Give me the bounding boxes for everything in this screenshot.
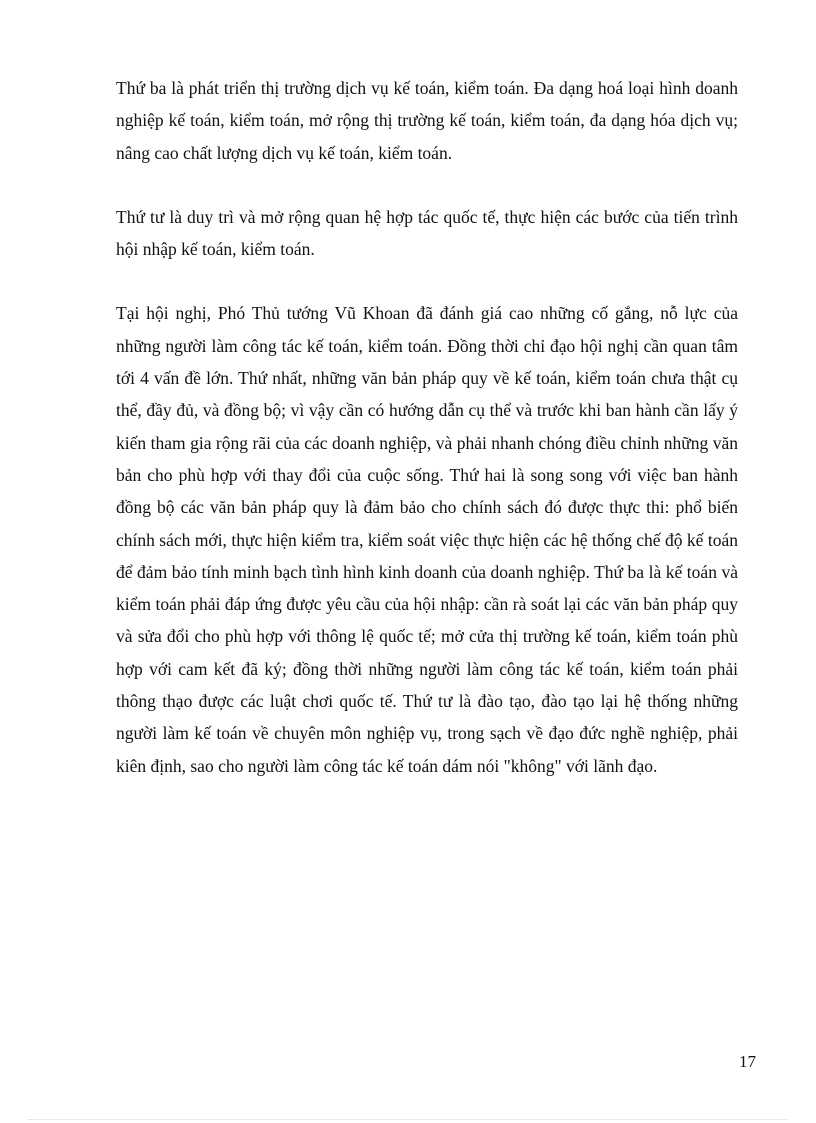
paragraph-conference-remarks: Tại hội nghị, Phó Thủ tướng Vũ Khoan đã đánh giá cao những cố gắng, nỗ lực của những người làm công tác kế toán, kiểm toán. Đồng thời chỉ đạo hội nghị cần quan tâm tới 4 vấn đề lớn. Thứ nhất, những văn bản pháp quy về kế toán, kiểm toán chưa thật cụ thể, đầy đủ, và đồng bộ; vì vậy cần có hướng dẫn cụ thể và trước khi ban hành cần lấy ý kiến tham gia rộng rãi của các doanh nghiệp, và phải nhanh chóng điều chỉnh những văn bản cho phù hợp với thay đổi của cuộc sống. Thứ hai là song song với việc ban hành đồng bộ các văn bản pháp quy là đảm bảo cho chính sách đó được thực thi: phổ biến chính sách mới, thực hiện kiểm tra, kiểm soát việc thực hiện các hệ thống chế độ kế toán để đảm bảo tính minh bạch tình hình kinh doanh của doanh nghiệp. Thứ ba là kế toán và kiểm toán phải đáp ứng được yêu cầu của hội nhập: cần rà soát lại các văn bản pháp quy và sửa đổi cho phù hợp với thông lệ quốc tế; mở cửa thị trường kế toán, kiểm toán phù hợp với cam kết đã ký; đồng thời những người làm công tác kế toán, kiểm toán phải thông thạo được các luật chơi quốc tế. Thứ tư là đào tạo, đào tạo lại hệ thống những người làm kế toán về chuyên môn nghiệp vụ, trong sạch về đạo đức nghề nghiệp, phải kiên định, sao cho người làm công tác kế toán dám nói "không" với lãnh đạo.: [116, 303, 738, 776]
document-body: [116, 72, 738, 782]
page-number: 17: [739, 1052, 756, 1071]
paragraph-market-development: Thứ ba là phát triển thị trường dịch vụ kế toán, kiểm toán. Đa dạng hoá loại hình doanh nghiệp kế toán, kiểm toán, mở rộng thị trường kế toán, kiểm toán, đa dạng hóa dịch vụ; nâng cao chất lượng dịch vụ kế toán, kiểm toán.: [116, 78, 738, 163]
paragraph-international-cooperation: Thứ tư là duy trì và mở rộng quan hệ hợp tác quốc tế, thực hiện các bước của tiến trình hội nhập kế toán, kiểm toán.: [116, 206, 738, 260]
page-bottom-divider: [28, 1119, 788, 1120]
